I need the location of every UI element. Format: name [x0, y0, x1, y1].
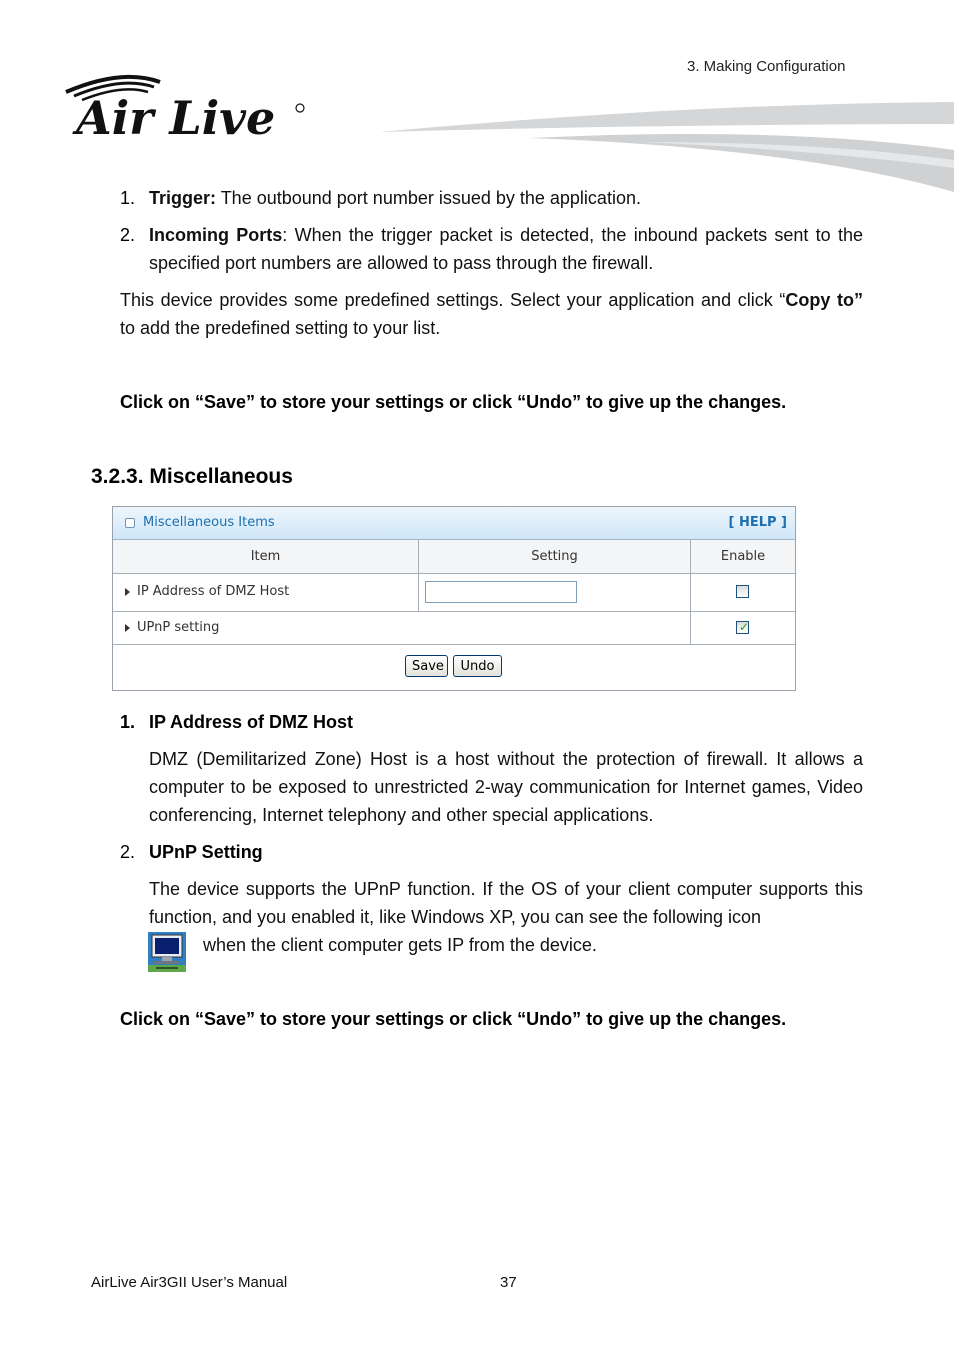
column-header-item: Item [113, 540, 419, 573]
save-note: Click on “Save” to store your settings or click “Undo” to give up the changes. [120, 392, 787, 412]
upnp-label: UPnP setting [137, 620, 220, 635]
table-header-row [113, 540, 795, 574]
predefined-paragraph [120, 286, 863, 342]
table-row [113, 612, 795, 645]
page-number: 37 [500, 1274, 517, 1291]
upnp-description: The device supports the UPnP function. If the OS of your client computer supports this function, and you enabled it, like Windows XP, you can see the following icon [149, 879, 863, 927]
trigger-desc: The outbound port number issued by the application. [216, 188, 641, 208]
predefined-text: This device provides some predefined settings. Select your application and click “ [120, 290, 786, 310]
dmz-host-ip-input[interactable] [425, 581, 577, 603]
help-link[interactable]: [ HELP ] [728, 515, 787, 530]
list-number: 2. [120, 225, 136, 245]
upnp-enable-checkbox[interactable] [736, 621, 749, 634]
chapter-title: 3. Making Configuration [687, 58, 846, 75]
dmz-host-label: IP Address of DMZ Host [137, 584, 290, 599]
copy-to-term: Copy to” [785, 290, 863, 310]
panel-header [113, 507, 795, 540]
upnp-title: UPnP Setting [149, 842, 263, 862]
misc-items-panel [112, 506, 796, 691]
incoming-ports-term: Incoming Ports [149, 225, 283, 245]
checkmark-icon: ✓ [739, 620, 750, 634]
dmz-description: DMZ (Demilitarized Zone) Host is a host without the protection of firewall. It allows a computer to be exposed to unrestricted 2-way communication for Internet games, Video conferencing, Internet telephony and other special applications. [149, 749, 863, 825]
table-row [113, 574, 795, 612]
upnp-enable-cell [691, 612, 795, 644]
trigger-item [149, 184, 863, 212]
dmz-host-cell [113, 574, 419, 611]
save-button[interactable]: Save [405, 655, 448, 677]
upnp-description-end: when the client computer gets IP from the device. [203, 935, 597, 955]
save-note-bottom: Click on “Save” to store your settings or click “Undo” to give up the changes. [120, 1009, 787, 1029]
arrow-right-icon [125, 624, 130, 632]
dmz-host-setting-cell [419, 574, 691, 611]
list-number: 2. [120, 842, 136, 862]
dmz-host-enable-cell [691, 574, 795, 611]
undo-button[interactable]: Undo [453, 655, 502, 677]
airlive-logo [62, 70, 312, 142]
upnp-cell [113, 612, 691, 644]
section-heading: 3.2.3. Miscellaneous [91, 465, 293, 488]
header-swoosh [380, 98, 954, 198]
dmz-title: IP Address of DMZ Host [149, 712, 354, 732]
list-number: 1. [120, 712, 136, 732]
svg-text:Air Live: Air Live [76, 91, 276, 142]
column-header-setting: Setting [419, 540, 691, 573]
panel-bullet-icon [125, 518, 135, 528]
list-number: 1. [120, 188, 136, 208]
panel-title: Miscellaneous Items [143, 515, 275, 530]
column-header-enable: Enable [691, 540, 795, 573]
network-computer-icon [148, 932, 186, 972]
arrow-right-icon [125, 588, 130, 596]
incoming-ports-desc: : When the trigger packet is detected, the inbound packets sent to the specified port numbers are allowed to pass through the firewall. [149, 225, 863, 273]
predefined-text-end: to add the predefined setting to your list. [120, 318, 441, 338]
dmz-enable-checkbox[interactable] [736, 585, 749, 598]
footer-manual-title: AirLive Air3GII User’s Manual [91, 1274, 288, 1291]
trigger-term: Trigger: [149, 188, 217, 208]
incoming-ports-item [149, 221, 863, 277]
